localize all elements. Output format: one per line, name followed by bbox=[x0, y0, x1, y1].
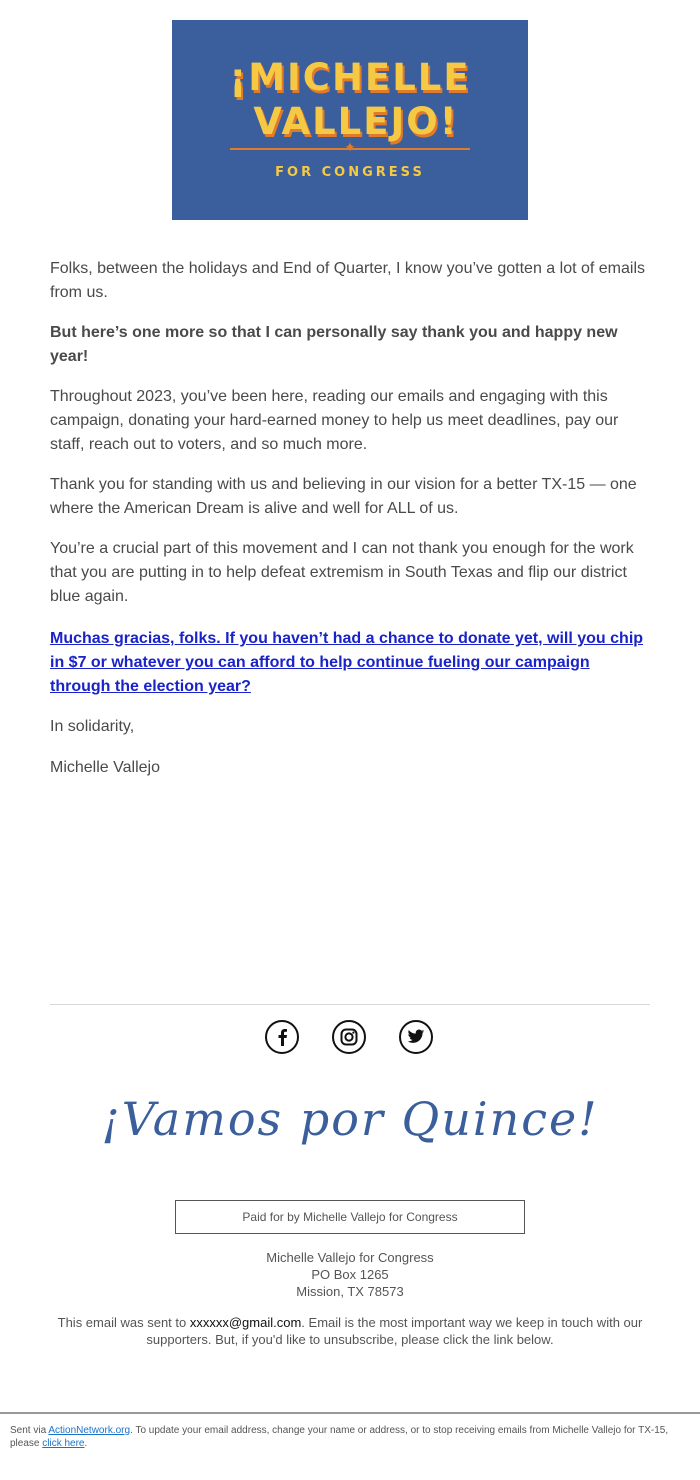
twitter-icon[interactable] bbox=[399, 1020, 433, 1054]
footer-sent-via: Sent via bbox=[10, 1425, 49, 1436]
address-line2: PO Box 1265 bbox=[311, 1267, 389, 1282]
logo-name-line2: VALLEJO! bbox=[253, 100, 459, 143]
footer-middle: . To update your email address, change your name or address, or to stop receiving emails from Michelle Vallejo for TX-15, please bbox=[10, 1425, 669, 1449]
divider bbox=[50, 1004, 650, 1005]
footer-divider bbox=[0, 1412, 700, 1414]
actionnetwork-link[interactable]: ActionNetwork.org bbox=[48, 1425, 131, 1436]
footer-end: . bbox=[84, 1438, 88, 1449]
paragraph-throughout-2023: Throughout 2023, you’ve been here, reading our emails and engaging with this campaign, donating your hard-earned money to help us meet deadlines, pay our staff, reach out to voters, and so much more. bbox=[50, 388, 619, 453]
click-here-link[interactable]: click here bbox=[42, 1438, 85, 1449]
tagline-vamos-por-quince: ¡Vamos por Quince! bbox=[101, 1092, 599, 1146]
paragraph-tx15: Thank you for standing with us and believing in our vision for a better TX-15 — one where the American Dream is alive and well for ALL of us. bbox=[50, 476, 637, 517]
paragraph-thank-you: But here’s one more so that I can personally say thank you and happy new year! bbox=[50, 324, 618, 365]
recipient-email: xxxxxx@gmail.com bbox=[189, 1315, 302, 1330]
paragraph-movement: You’re a crucial part of this movement and I can not thank you enough for the work that you are putting in to help defeat extremism in South Texas and flip our district blue again. bbox=[50, 540, 634, 605]
closing: In solidarity, bbox=[50, 718, 135, 735]
donate-paragraph bbox=[50, 627, 650, 699]
logo-subtitle: FOR CONGRESS bbox=[275, 165, 425, 180]
sent-to-notice bbox=[50, 1314, 650, 1348]
facebook-icon[interactable] bbox=[265, 1020, 299, 1054]
paid-for-disclaimer: Paid for by Michelle Vallejo for Congress bbox=[175, 1200, 525, 1234]
instagram-icon[interactable] bbox=[332, 1020, 366, 1054]
donate-link[interactable]: Muchas gracias, folks. If you haven’t had a chance to donate yet, will you chip in $7 or whatever you can afford to help continue fueling our campaign through the election year? bbox=[50, 630, 644, 695]
logo-name-line1: ¡MICHELLE bbox=[229, 56, 471, 99]
texas-icon: ✦ bbox=[344, 139, 356, 155]
address-line1: Michelle Vallejo for Congress bbox=[266, 1250, 434, 1265]
notice-prefix: This email was sent to bbox=[57, 1315, 190, 1330]
campaign-logo bbox=[172, 20, 528, 220]
footer bbox=[10, 1424, 690, 1450]
paragraph-intro: Folks, between the holidays and End of Quarter, I know you’ve gotten a lot of emails from us. bbox=[50, 260, 646, 301]
signature: Michelle Vallejo bbox=[50, 759, 160, 776]
notice-suffix: . Email is the most important way we keep in touch with our supporters. But, if you'd like to unsubscribe, please click the link below. bbox=[146, 1315, 643, 1347]
address-line3: Mission, TX 78573 bbox=[296, 1284, 404, 1299]
